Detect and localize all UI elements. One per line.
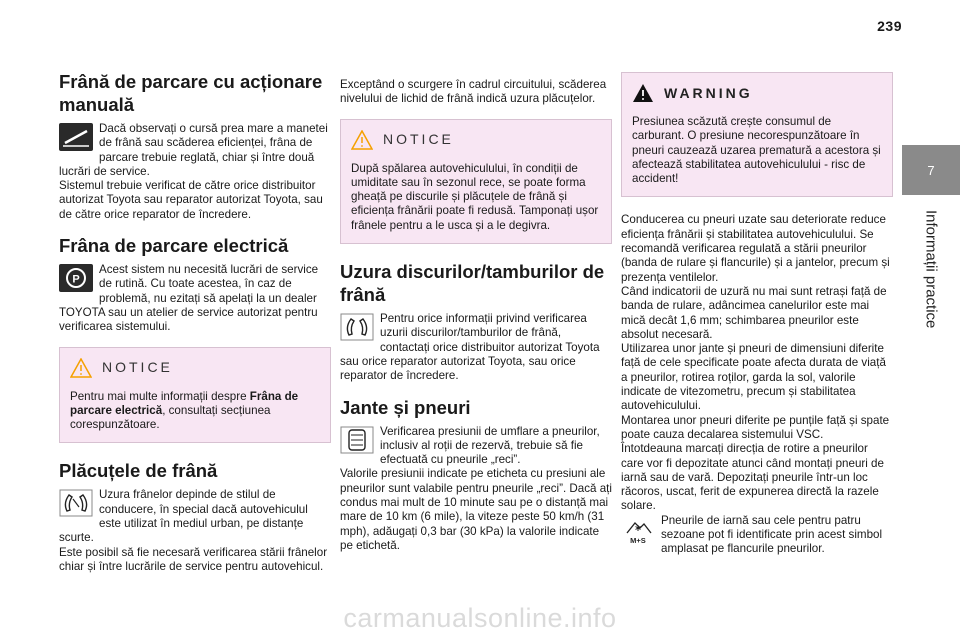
tyre-paragraph-6: Pneurile de iarnă sau cele pentru patru sezoane pot fi identificate prin acest simbol amplasat pe flancurile pneurilor. (661, 513, 883, 556)
tyre-paragraph-4: Montarea unor pneuri diferite pe punțile față și spate poate cauza decalarea sistemului VSC. (621, 413, 890, 441)
brake-pads-text-2: Este posibil să fie necesară verificarea stării frânelor chiar și între lucrările de service pentru autovehicul. (59, 545, 328, 573)
page-number: 239 (877, 18, 902, 34)
winter-tyre-block (621, 514, 893, 557)
tyre-paragraph-3: Utilizarea unor jante și pneuri de dimensiuni diferite față de cele specificate poate afecta durata de viață a pneurilor, rotirea roților, garda la sol, valorile indicate de vitezometru, precum și stabilitatea autovehiculului. (621, 342, 886, 413)
brake-pads-block (59, 488, 331, 574)
disc-wear-text: Pentru orice informații privind verificarea uzurii discurilor/tamburilor de frână, contactați orice distribuitor autorizat Toyota sau orice reparator autorizat Toyota, sau orice reparator de încredere. (340, 312, 600, 383)
watermark: carmanualsonline.info (343, 603, 617, 633)
warning-triangle-icon (351, 130, 373, 150)
notice-title: NOTICE (383, 131, 454, 148)
brake-pads-text-1: Uzura frânelor depinde de stilul de conducere, în special dacă autovehiculul este utilizat în mediul urban, pe distanțe scurte. (59, 488, 308, 545)
tyre-paragraph-1: Conducerea cu pneuri uzate sau deteriorate reduce eficiența frânării și stabilitatea autovehiculului. Se recomandă verificarea regulată a stării pneurilor (banda de rulare și flancurile) și a jantelor, precum și prezența ventilelor. (621, 213, 890, 284)
tyre-paragraph-2: Când indicatorii de uzură nu mai sunt retrași față de banda de rulare, adâncimea canelurilor este mai mică decât 1,6 mm; schimbarea pneurilor este absolut necesară. (621, 284, 887, 341)
chapter-tab[interactable]: 7 (902, 145, 960, 195)
notice-title: NOTICE (102, 359, 173, 376)
column-1 (59, 70, 331, 574)
electric-brake-text: Acest sistem nu necesită lucrări de service de rutină. Cu toate acestea, în caz de problemă, nu ezitați să apelați la un dealer TOYOTA sau un atelier de service autorizat pentru verificarea sistemului. (59, 263, 319, 334)
column-2 (340, 78, 612, 553)
tyre-paragraph-5: Întotdeauna marcați direcția de rotire a pneurilor care vor fi depozitate atunci când montați pneuri de iarnă sau de vară. Depozitați pneurile într-un loc răcoros, uscat, ferit de expunerea directă la razele solare. (621, 442, 884, 513)
notice-box-washing (340, 119, 612, 244)
snowflake-mountain-icon (621, 515, 655, 545)
tyres-text-2: Valorile presiunii indicate pe eticheta cu presiuni ale pneurilor sunt valabile pentru pneurile „reci”. Dacă ați condus mai mult de 10 minute sau pe o distanță mai mare de 10 km (6 mile), la viteze peste 50 km/h (31 mph), adăugați 0,3 bar (30 kPa) la valorile indicate pe etichetă. (340, 467, 612, 552)
tyre-icon (340, 426, 374, 454)
notice-box-electric-brake (59, 347, 331, 444)
electric-parking-brake-icon (59, 264, 93, 292)
chapter-title: Informații practice (922, 210, 940, 329)
section-title-manual-brake: Frână de parcare cu acționare manuală (59, 71, 323, 115)
manual-brake-text-1: Dacă observați o cursă prea mare a manetei de frână sau scăderea eficienței, frâna de parcare trebuie reglată, chiar și între două lucrări de service. (59, 122, 328, 178)
column-3 (621, 70, 893, 557)
manual-brake-icon (59, 123, 93, 151)
brake-fluid-intro: Exceptând o scurgere în cadrul circuitului, scăderea nivelului de lichid de frână indică uzura plăcuțelor. (340, 78, 607, 106)
section-title-disc-wear: Uzura discurilor/tamburilor de frână (340, 261, 605, 306)
warning-text: Presiunea scăzută crește consumul de carburant. O presiune necorespunzătoare în pneuri cauzează uzarea prematură a acestora și afectează stabilitatea autovehiculului - risc de accident! (632, 115, 881, 186)
notice-text: După spălarea autovehiculului, în condiții de umiditate sau în sezonul rece, se poate forma gheață pe discurile și plăcuțele de frână și eficiența frânării poate fi redusă. Tamponați ușor frânele pentru a le usca și a le degivra. (351, 161, 599, 232)
notice-link-text: Frâna de parcare electrică (70, 389, 299, 417)
warning-box-pressure (621, 72, 893, 197)
ms-label: M+S (630, 535, 646, 545)
warning-triangle-icon (632, 83, 654, 103)
manual-brake-block (59, 122, 331, 222)
section-title-tyres: Jante și pneuri (340, 396, 471, 418)
manual-brake-text-2: Sistemul trebuie verificat de către orice distribuitor autorizat Toyota sau reparator autorizat Toyota, sau de către orice reparator de încredere. (59, 179, 323, 221)
section-title-brake-pads: Plăcuțele de frână (59, 460, 218, 482)
warning-title: WARNING (664, 84, 753, 101)
brake-pads-icon (59, 489, 93, 517)
electric-brake-block (59, 263, 331, 334)
disc-wear-block (340, 312, 612, 383)
notice-text: Pentru mai multe informații despre Frâna de parcare electrică, consultați secțiunea corespunzătoare. (70, 389, 299, 432)
section-title-electric-brake: Frâna de parcare electrică (59, 235, 289, 257)
tyres-block (340, 425, 612, 554)
brake-disc-icon (340, 313, 374, 341)
warning-triangle-icon (70, 358, 92, 378)
svg-text:P: P (72, 273, 80, 286)
tyres-text-1: Verificarea presiunii de umflare a pneurilor, inclusiv al roții de rezervă, trebuie să fie efectuată cu pneurile „reci”. (380, 424, 600, 467)
